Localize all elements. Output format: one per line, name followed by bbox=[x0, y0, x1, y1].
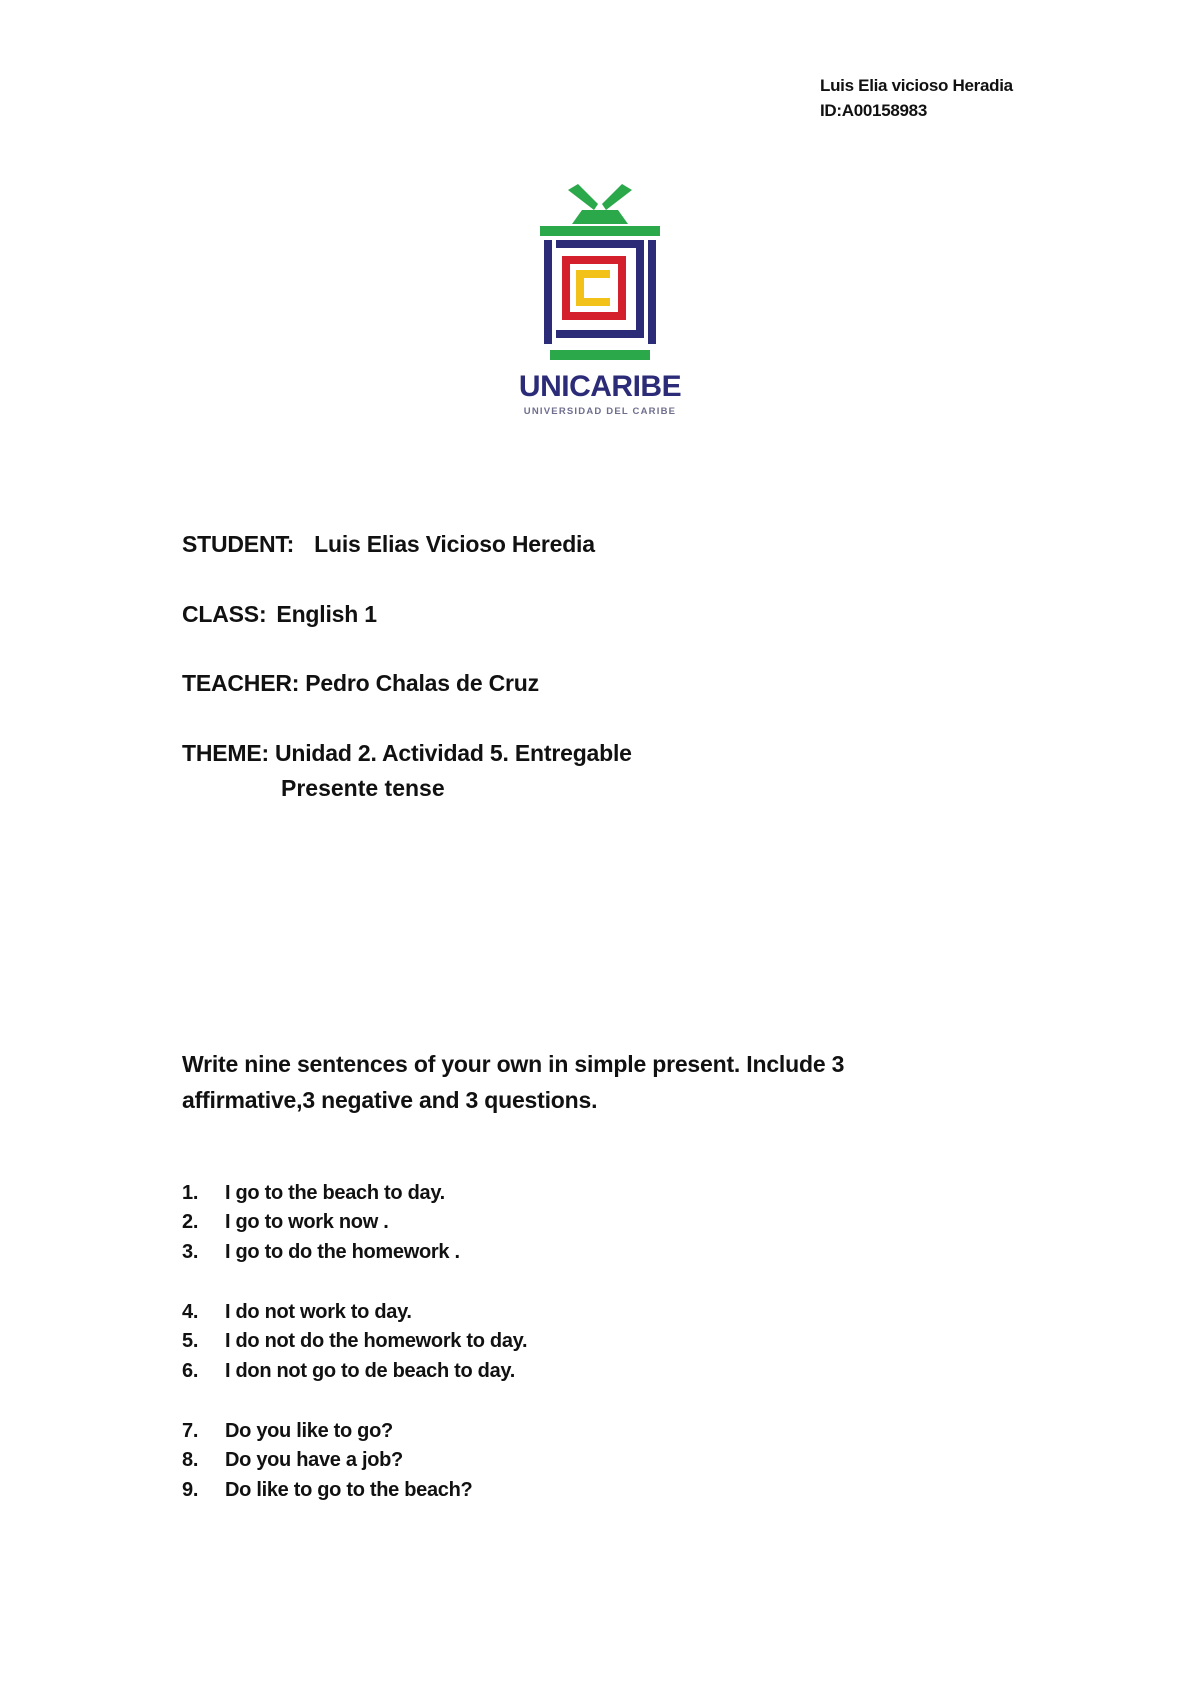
theme-value: Unidad 2. Actividad 5. Entregable bbox=[274, 740, 632, 766]
teacher-value: Pedro Chalas de Cruz bbox=[305, 670, 539, 696]
list-item: 2. I go to work now . bbox=[182, 1211, 389, 1233]
logo-name: UNICARIBE bbox=[518, 370, 682, 403]
list-item: 4. I do not work to day. bbox=[182, 1301, 412, 1323]
class-line bbox=[182, 599, 377, 629]
student-value: Luis Elias Vicioso Heredia bbox=[314, 531, 595, 557]
list-item: 9. Do like to go to the beach? bbox=[182, 1479, 473, 1501]
class-value: English 1 bbox=[276, 601, 377, 627]
theme-subtitle: Presente tense bbox=[281, 775, 445, 801]
student-label: STUDENT: bbox=[182, 531, 295, 557]
author-id: ID:A00158983 bbox=[820, 101, 927, 120]
list-item: 7. Do you like to go? bbox=[182, 1420, 393, 1442]
list-item: 8. Do you have a job? bbox=[182, 1449, 403, 1471]
class-label: CLASS: bbox=[182, 601, 267, 627]
logo-subtitle: UNIVERSIDAD DEL CARIBE bbox=[523, 406, 677, 417]
list-item: 1. I go to the beach to day. bbox=[182, 1182, 445, 1204]
teacher-line bbox=[182, 668, 539, 698]
unicaribe-logo bbox=[510, 180, 690, 420]
student-line bbox=[182, 529, 595, 559]
list-item: 3. I go to do the homework . bbox=[182, 1241, 460, 1263]
unicaribe-emblem-icon bbox=[510, 180, 690, 370]
list-item: 5. I do not do the homework to day. bbox=[182, 1330, 528, 1352]
theme-label: THEME: bbox=[182, 740, 269, 766]
author-name: Luis Elia vicioso Heradia bbox=[820, 76, 1013, 95]
author-block bbox=[820, 73, 1013, 123]
teacher-label: TEACHER: bbox=[182, 670, 300, 696]
theme-line bbox=[182, 738, 632, 768]
instructions: Write nine sentences of your own in simple present. Include 3 affirmative,3 negative and 3 questions. bbox=[182, 1051, 845, 1113]
list-item: 6. I don not go to de beach to day. bbox=[182, 1360, 516, 1382]
